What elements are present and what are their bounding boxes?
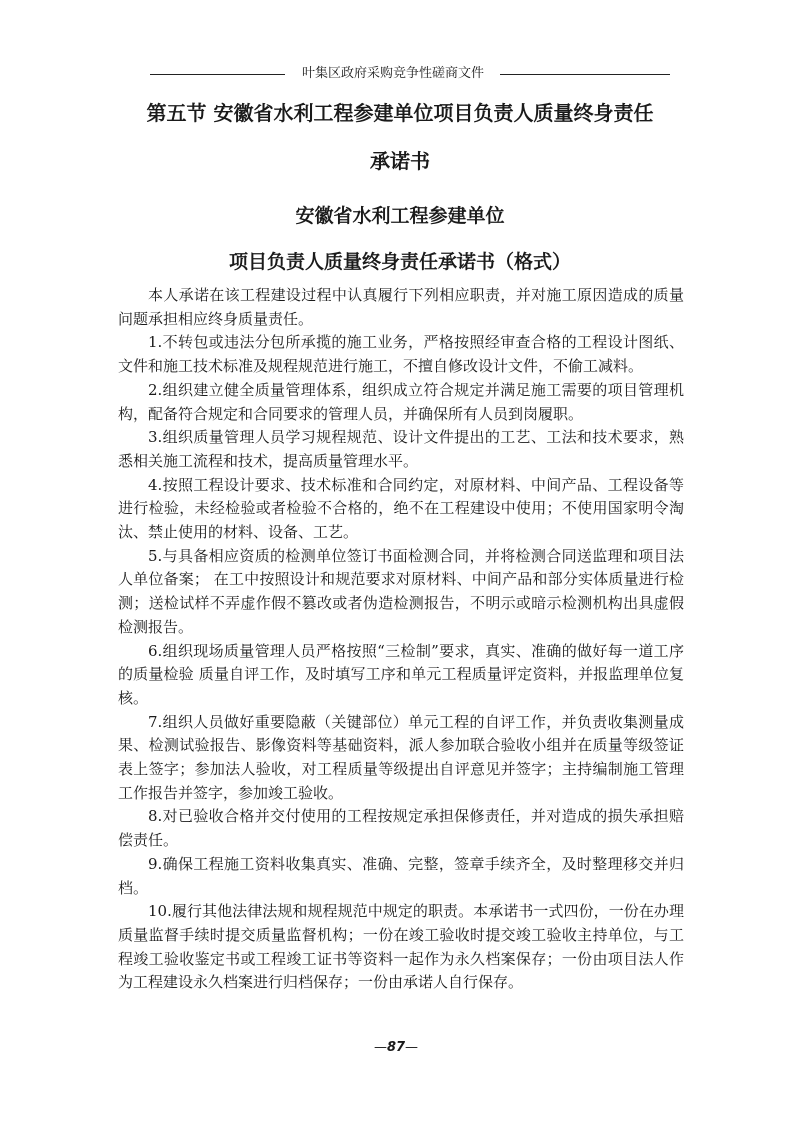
document-title-line1: 安徽省水利工程参建单位 xyxy=(295,205,505,227)
page-number: 87 xyxy=(386,1040,406,1055)
paragraph-item-7: 7.组织人员做好重要隐蔽（关键部位）单元工程的自评工作，并负责收集测量成果、检测试验报告、影像资料等基础资料，派人参加联合验收小组并在质量等级签证表上签字；参加法人验收，对工程质量等级提出自评意见并签字；主持编制施工管理工作报告并签字，参加竣工验收。 xyxy=(118,712,684,802)
header-text: 叶集区政府采购竞争性磋商文件 xyxy=(301,66,484,81)
paragraph-item-9: 9.确保工程施工资料收集真实、准确、完整，签章手续齐全，及时整理移交并归档。 xyxy=(118,854,684,897)
header-rule-left xyxy=(150,74,285,75)
paragraph-item-8: 8.对已验收合格并交付使用的工程按规定承担保修责任，并对造成的损失承担赔偿责任。 xyxy=(118,807,684,850)
commitment-body xyxy=(118,284,684,995)
page-header xyxy=(150,64,670,84)
paragraph-item-3: 3.组织质量管理人员学习规程规范、设计文件提出的工艺、工法和技术要求，熟悉相关施工流程和技术，提高质量管理水平。 xyxy=(118,428,684,470)
paragraph-item-2: 2.组织建立健全质量管理体系，组织成立符合规定并满足施工需要的项目管理机构，配备符合规定和合同要求的管理人员，并确保所有人员到岗履职。 xyxy=(118,380,684,423)
paragraph-item-1: 1.不转包或违法分包所承揽的施工业务，严格按照经审查合格的工程设计图纸、文件和施工技术标准及规程规范进行施工，不擅自修改设计文件，不偷工减料。 xyxy=(118,333,684,376)
page-dash-right: — xyxy=(405,1040,419,1055)
page-footer xyxy=(346,1040,446,1055)
section-title-line2: 承诺书 xyxy=(370,149,430,173)
section-title-line1: 第五节 安徽省水利工程参建单位项目负责人质量终身责任 xyxy=(146,101,654,125)
header-rule-right xyxy=(500,74,670,75)
paragraph-intro: 本人承诺在该工程建设过程中认真履行下列相应职责，并对施工原因造成的质量问题承担相应终身质量责任。 xyxy=(118,286,684,328)
page-dash-left: — xyxy=(373,1040,387,1055)
paragraph-item-4: 4.按照工程设计要求、技术标准和合同约定，对原材料、中间产品、工程设备等进行检验，未经检验或者检验不合格的，绝不在工程建设中使用；不使用国家明令淘汰、禁止使用的材料、设备、工艺。 xyxy=(118,475,684,542)
paragraph-item-6: 6.组织现场质量管理人员严格按照“三检制”要求，真实、准确的做好每一道工序的质量检验 质量自评工作，及时填写工序和单元工程质量评定资料，并报监理单位复核。 xyxy=(118,641,684,707)
paragraph-item-5: 5.与具备相应资质的检测单位签订书面检测合同，并将检测合同送监理和项目法人单位备案； 在工中按照设计和规范要求对原材料、中间产品和部分实体质量进行检测；送检试样不弄虚作假不篡改或者伪造检测报告，不明示或暗示检测机构出具虚假检测报告。 xyxy=(118,546,684,636)
paragraph-item-10: 10.履行其他法律法规和规程规范中规定的职责。本承诺书一式四份，一份在办理质量监督手续时提交质量监督机构；一份在竣工验收时提交竣工验收主持单位，与工程竣工验收鉴定书或工程竣工证书等资料一起作为永久档案保存；一份由项目法人作为工程建设永久档案进行归档保存；一份由承诺人自行保存。 xyxy=(118,902,684,992)
document-title-line2: 项目负责人质量终身责任承诺书（格式） xyxy=(228,251,571,273)
